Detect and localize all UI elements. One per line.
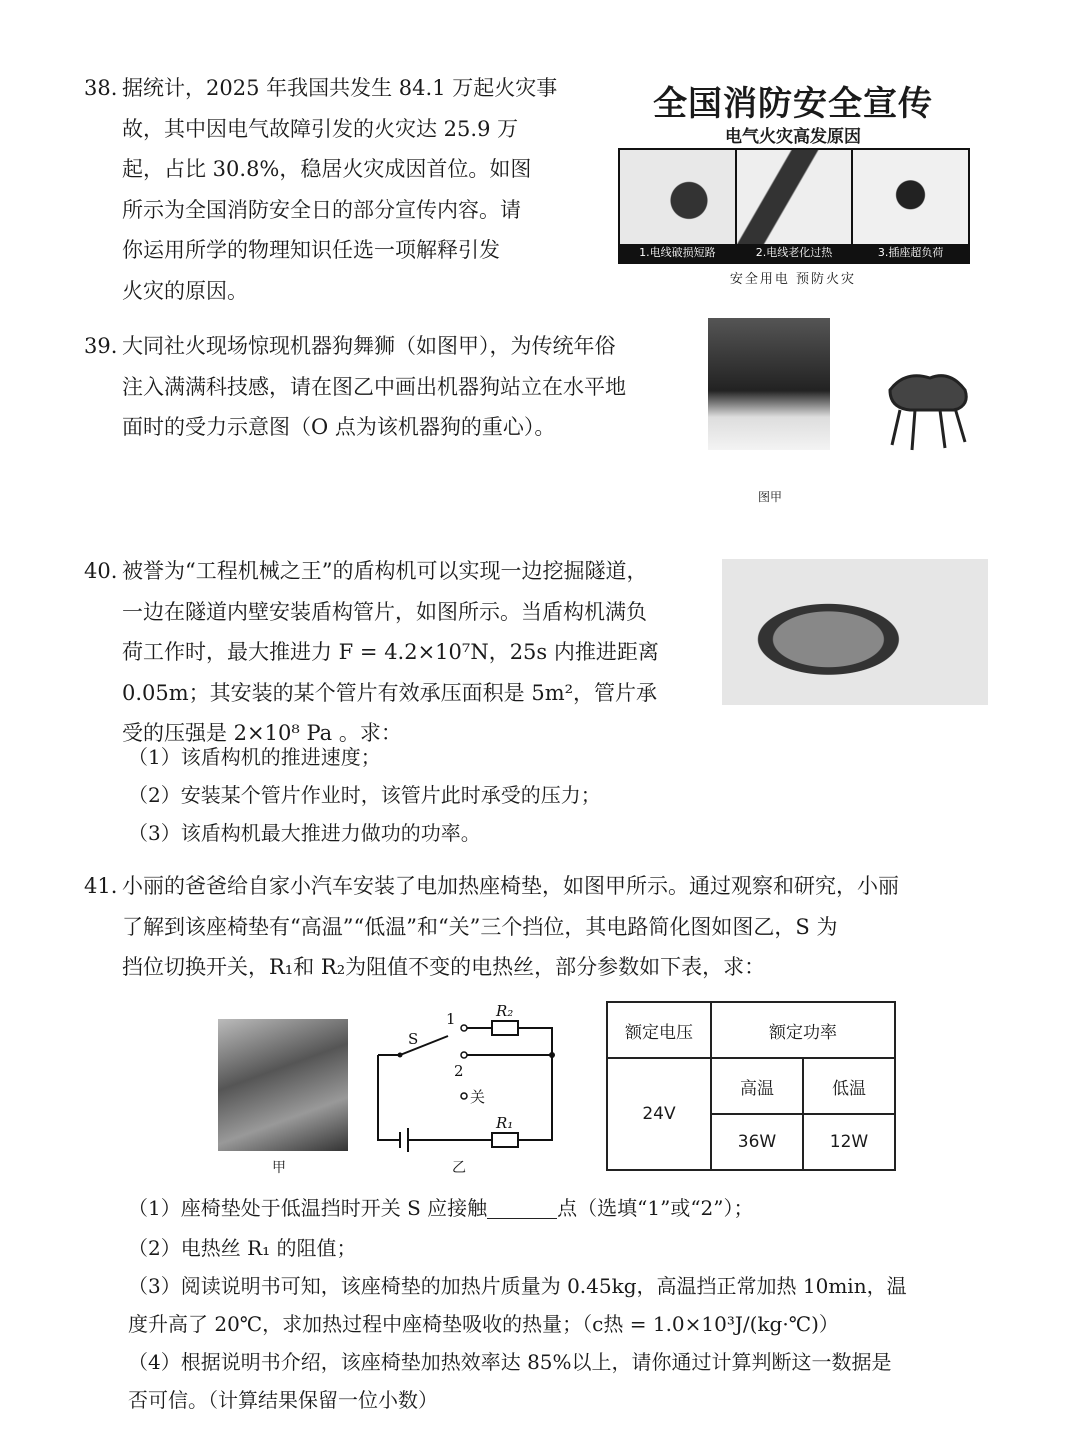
part-1-text-end: 点（选填“1”或“2”）； bbox=[557, 1196, 754, 1220]
seat-cushion-photo bbox=[218, 1019, 348, 1151]
poster-panel bbox=[620, 150, 737, 262]
contact-2-label: 2 bbox=[454, 1062, 464, 1080]
robot-dog-sketch bbox=[870, 360, 980, 460]
part-1-text: （1）座椅垫处于低温挡时开关 S 应接触 bbox=[128, 1196, 488, 1220]
question-text-line: 一边在隧道内壁安装盾构管片，如图所示。当盾构机满负 bbox=[122, 599, 647, 624]
question-41-part-2: （2）电热丝 R₁ 的阻值； bbox=[128, 1236, 357, 1260]
poster-title: 全国消防安全宣传 bbox=[653, 84, 933, 124]
poster-panels bbox=[618, 148, 970, 264]
contact-off-label: 关 bbox=[470, 1088, 486, 1106]
header-rated-power: 额定功率 bbox=[711, 1002, 895, 1058]
question-41 bbox=[84, 866, 899, 988]
poster-panel bbox=[737, 150, 854, 262]
fire-safety-poster bbox=[618, 76, 968, 290]
question-39 bbox=[84, 326, 626, 448]
poster-panel bbox=[853, 150, 968, 262]
question-number: 38. bbox=[84, 76, 118, 100]
question-text-line: 大同社火现场惊现机器狗舞狮（如图甲），为传统年俗 bbox=[122, 334, 616, 358]
poster-panel-label: 3.插座超负荷 bbox=[853, 244, 968, 262]
question-41-part-1 bbox=[128, 1189, 754, 1227]
question-40-part-2: （2）安装某个管片作业时，该管片此时承受的压力； bbox=[128, 783, 601, 807]
question-text-line: 面时的受力示意图（O 点为该机器狗的重心）。 bbox=[122, 415, 556, 439]
question-40-part-3: （3）该盾构机最大推进力做功的功率。 bbox=[128, 821, 481, 845]
question-number: 40. bbox=[84, 559, 118, 583]
part-3-line-2: 度升高了 20℃，求加热过程中座椅垫吸收的热量；（c热 = 1.0×10³J/(kg·℃)） bbox=[128, 1312, 839, 1336]
question-text-line: 注入满满科技感，请在图乙中画出机器狗站立在水平地 bbox=[122, 374, 626, 399]
cell-low-power: 12W bbox=[803, 1114, 895, 1170]
poster-panel-label: 2.电线老化过热 bbox=[737, 244, 852, 262]
question-text-line: 挡位切换开关，R₁和 R₂为阻值不变的电热丝，部分参数如下表，求： bbox=[122, 955, 766, 979]
part-4-line-1: （4）根据说明书介绍，该座椅垫加热效率达 85%以上，请你通过计算判断这一数据是 bbox=[128, 1350, 892, 1374]
question-text-line: 被誉为“工程机械之王”的盾构机可以实现一边挖掘隧道， bbox=[122, 559, 648, 583]
question-text-line: 所示为全国消防安全日的部分宣传内容。请 bbox=[122, 197, 521, 222]
circuit-diagram bbox=[370, 1000, 570, 1160]
question-40 bbox=[84, 551, 659, 754]
figure-caption-yi: 乙 bbox=[452, 1160, 466, 1176]
question-text-line: 荷工作时，最大推进力 F = 4.2×10⁷N，25s 内推进距离 bbox=[122, 640, 659, 664]
question-41-part-3 bbox=[128, 1267, 907, 1343]
figure-caption-jia: 甲 bbox=[272, 1160, 286, 1176]
shield-machine-photo bbox=[722, 559, 988, 705]
question-text-line: 小丽的爸爸给自家小汽车安装了电加热座椅垫，如图甲所示。通过观察和研究，小丽 bbox=[122, 874, 899, 898]
question-text-line: 故，其中因电气故障引发的火灾达 25.9 万 bbox=[122, 116, 519, 141]
question-40-part-1: （1）该盾构机的推进速度； bbox=[128, 745, 381, 769]
header-low: 低温 bbox=[803, 1058, 895, 1114]
question-text-line: 起，占比 30.8%，稳居火灾成因首位。如图 bbox=[122, 157, 532, 181]
answer-blank[interactable] bbox=[487, 1196, 557, 1219]
question-38 bbox=[84, 68, 557, 311]
header-rated-voltage: 额定电压 bbox=[607, 1002, 711, 1058]
cell-voltage: 24V bbox=[607, 1058, 711, 1170]
part-4-line-2: 否可信。（计算结果保留一位小数） bbox=[128, 1388, 438, 1412]
question-text-line: 据统计，2025 年我国共发生 84.1 万起火灾事 bbox=[122, 76, 558, 100]
question-text-line: 你运用所学的物理知识任选一项解释引发 bbox=[122, 238, 500, 262]
switch-label: S bbox=[408, 1030, 419, 1048]
question-number: 41. bbox=[84, 874, 118, 898]
cell-high-power: 36W bbox=[711, 1114, 803, 1170]
question-text-line: 0.05m；其安装的某个管片有效承压面积是 5m²，管片承 bbox=[122, 680, 658, 705]
poster-subtitle: 电气火灾高发原因 bbox=[725, 127, 861, 147]
contact-1-label: 1 bbox=[446, 1010, 456, 1028]
resistor-r1-label: R₁ bbox=[496, 1114, 514, 1132]
question-text-line: 火灾的原因。 bbox=[122, 278, 248, 303]
question-text-line: 了解到该座椅垫有“高温”“低温”和“关”三个挡位，其电路简化图如图乙，S 为 bbox=[122, 914, 838, 939]
question-number: 39. bbox=[84, 334, 118, 358]
resistor-r2-label: R₂ bbox=[496, 1002, 514, 1020]
question-41-part-4 bbox=[128, 1343, 892, 1419]
robot-dog-lion-dance-photo bbox=[708, 318, 830, 450]
parameter-table bbox=[606, 1001, 896, 1171]
part-3-line-1: （3）阅读说明书可知，该座椅垫的加热片质量为 0.45kg，高温挡正常加热 10min，温 bbox=[128, 1274, 907, 1298]
poster-caption: 安全用电 预防火灾 bbox=[729, 272, 857, 287]
poster-panel-label: 1.电线破损短路 bbox=[620, 244, 735, 262]
header-high: 高温 bbox=[711, 1058, 803, 1114]
question-text-line: 受的压强是 2×10⁸ Pa 。求： bbox=[122, 721, 402, 745]
figure-caption: 图甲 bbox=[758, 490, 783, 504]
